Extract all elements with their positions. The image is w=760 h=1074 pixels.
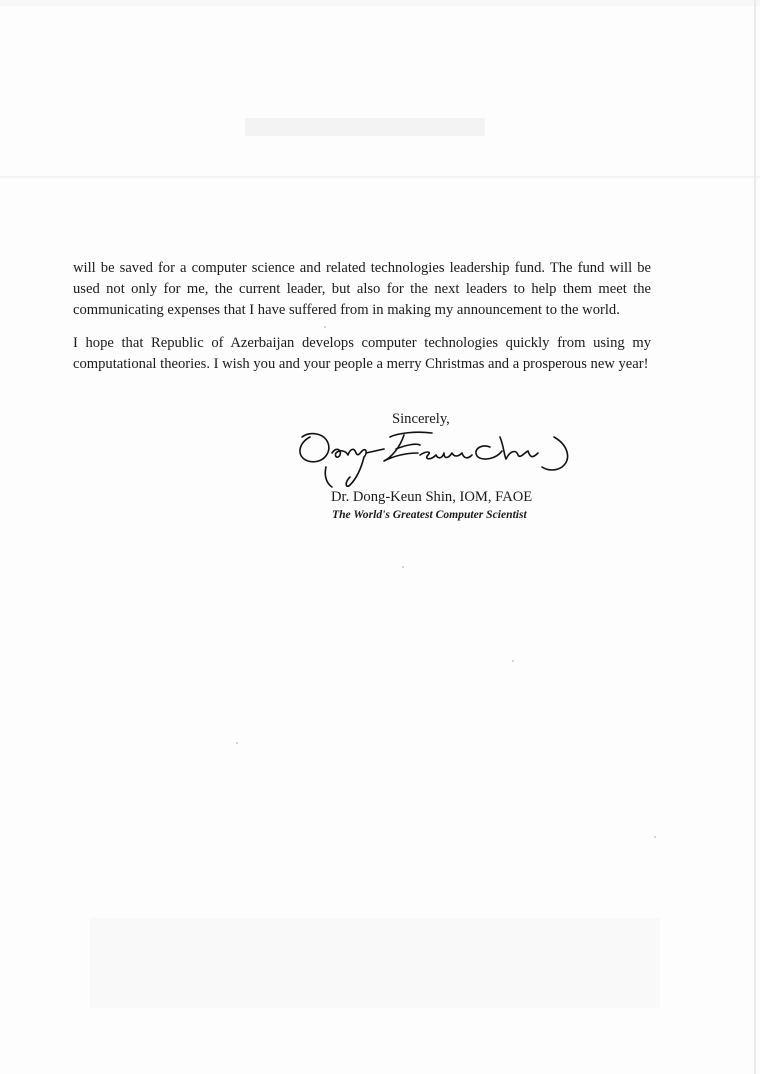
signer-name: Dr. Dong-Keun Shin, IOM, FAOE [331, 489, 533, 505]
scan-speck [654, 836, 656, 838]
letter-paragraph-2: I hope that Republic of Azerbaijan develops computer technologies quickly from using my computational theories. I wish you and your people a merry Christmas and a prosperous new year! [73, 335, 651, 372]
letter-paragraph-1: will be saved for a computer science and related technologies leadership fund. The fund will be used not only for me, the current leader, but also for the next leaders to help them meet the communicating expenses that I have suffered from in making my announcement to the world. [73, 260, 651, 318]
page-edge [754, 0, 756, 1074]
handwritten-signature [292, 423, 576, 495]
scan-artifact-top [0, 0, 760, 6]
scan-speck [236, 742, 238, 744]
scan-speck [512, 660, 514, 662]
letter-closing: Sincerely, [392, 411, 450, 427]
scan-speck [324, 326, 326, 328]
bleed-through-heading [245, 118, 485, 136]
signer-title: The World's Greatest Computer Scientist [332, 508, 527, 521]
scan-speck [402, 566, 404, 568]
bleed-through-rule [0, 176, 760, 178]
bleed-through-block [90, 918, 660, 1008]
